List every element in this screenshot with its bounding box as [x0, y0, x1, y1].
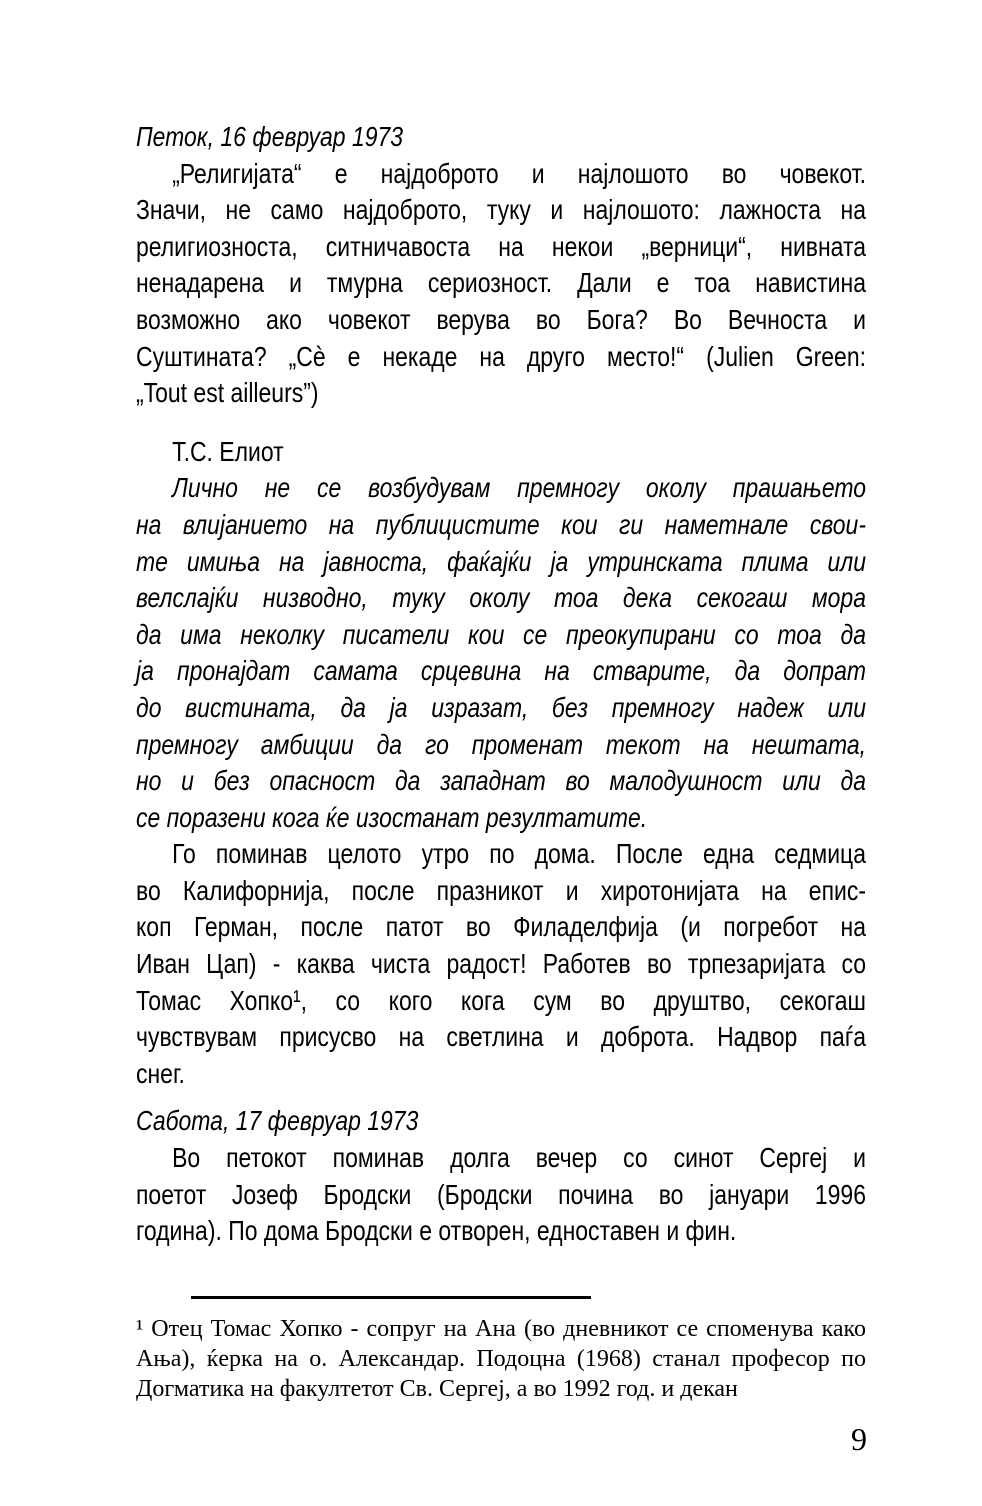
body-text-column — [136, 119, 866, 1250]
text-line: Томас Хопко¹, со кого кога сум во друштво, секогаш — [136, 984, 866, 1016]
footnote-line: Догматика на факултетот Св. Сергеј, а во 1992 год. и декан — [136, 1376, 738, 1402]
text-line: да има неколку писатели кои се преокупирани со тоа да — [136, 618, 866, 650]
text-line: Лично не се возбудувам премногу околу прашањето — [172, 472, 866, 504]
text-line: Суштината? „Сè е некаде на друго место!“ (Julien Green: — [136, 340, 866, 372]
date-heading: Петок, 16 февруар 1973 — [136, 121, 404, 152]
footnote-block — [136, 1314, 866, 1404]
text-line: се поразени кога ќе изостанат резултатите. — [136, 801, 648, 833]
text-line: возможно ако човекот верува во Бога? Во Вечноста и — [136, 303, 866, 335]
footnote-separator-rule — [191, 1296, 591, 1299]
vertical-spacer — [136, 412, 866, 434]
text-line: „Tout est ailleurs”) — [136, 377, 319, 409]
text-line: Го поминав целото утро по дома. После една седмица — [172, 838, 866, 870]
text-line: Значи, не само најдоброто, туку и најлошото: лажноста на — [136, 194, 866, 226]
text-line: чувствувам присусво на светлина и доброта. Надвор паѓа — [136, 1021, 866, 1053]
text-line: поетот Јозеф Бродски (Бродски почина во јануари 1996 — [136, 1178, 866, 1210]
footnote-line: ¹ Отец Томас Хопко - сопруг на Ана (во дневникот се споменува како — [136, 1316, 866, 1342]
text-line: Во петокот поминав долга вечер со синот Сергеј и — [172, 1142, 866, 1174]
text-line: ја пронајдат самата срцевина на стварите, да допрат — [136, 655, 866, 687]
date-heading: Сабота, 17 февруар 1973 — [136, 1105, 419, 1137]
text-line: велслајќи низводно, туку околу тоа дека секогаш мора — [136, 582, 866, 614]
text-line: до вистината, да ја изразат, без премногу надеж или — [136, 691, 866, 723]
vertical-spacer — [136, 1092, 866, 1103]
text-line: но и без опасност да западнат во малодушност или да — [136, 765, 866, 797]
text-line: Иван Цап) - каква чиста радост! Работев во трпезаријата со — [136, 948, 866, 980]
text-line: коп Герман, после патот во Филаделфија (и погребот на — [136, 911, 866, 943]
text-line: во Калифорнија, после празникот и хиротонијата на епис- — [136, 874, 866, 906]
attribution-line: Т.С. Елиот — [172, 435, 284, 467]
text-line: те имиња на јавноста, фаќајќи ја утринската плима или — [136, 545, 866, 577]
footnote-line: Ања), ќерка на о. Александар. Подоцна (1968) станал професор по — [136, 1346, 866, 1372]
page-number: 9 — [851, 1421, 867, 1457]
text-line: премногу амбиции да го променат текот на нештата, — [136, 728, 866, 760]
text-line: „Религијата“ е најдоброто и најлошото во човекот. — [172, 157, 866, 189]
text-line: на влијанието на публицистите кои ги наметнале свои- — [136, 508, 866, 540]
text-line: религиозноста, ситничавоста на некои „верници“, нивната — [136, 230, 866, 262]
text-line: година). По дома Бродски е отворен, едноставен и фин. — [136, 1215, 737, 1247]
text-line: ненадарена и тмурна сериозност. Дали е тоа навистина — [136, 267, 866, 299]
text-line: снег. — [136, 1057, 185, 1089]
